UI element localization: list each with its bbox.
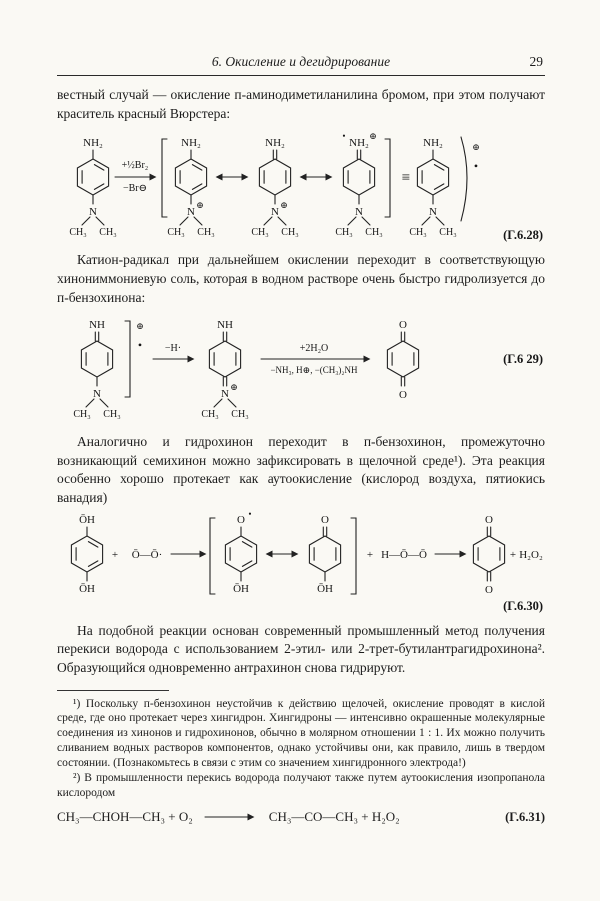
charge-symbol: ⊕ bbox=[136, 321, 144, 332]
benzoquinone-structure bbox=[473, 514, 504, 596]
radical-dot: • bbox=[248, 509, 252, 519]
charge-symbol: ⊕ bbox=[472, 142, 480, 153]
right-bracket bbox=[351, 518, 356, 594]
equation-label: (Г.6.28) bbox=[503, 228, 543, 243]
semiquinone-structure-2 bbox=[309, 514, 340, 595]
atom-label: N bbox=[221, 388, 229, 401]
atom-label: CH₃ bbox=[69, 227, 87, 239]
equation-label: (Г.6 29) bbox=[503, 352, 543, 367]
atom-label: CH₃ bbox=[231, 409, 249, 421]
superoxide-formula: Ō—Ō· bbox=[131, 548, 163, 561]
charge-symbol: ⊕ bbox=[280, 200, 288, 211]
plus-sign: + bbox=[509, 548, 517, 561]
atom-label: ŌH bbox=[233, 582, 249, 595]
radical-dot: • bbox=[137, 338, 143, 353]
atom-label: N bbox=[89, 206, 97, 219]
charge-symbol: ⊕ bbox=[230, 382, 238, 393]
atom-label: ŌH bbox=[79, 582, 95, 595]
equation-label: (Г.6.31) bbox=[505, 809, 545, 824]
reaction-scheme-g629 bbox=[57, 309, 545, 425]
resonance-structure-2 bbox=[251, 137, 298, 238]
chapter-heading: 6. Окисление и дегидрирование bbox=[211, 54, 391, 69]
atom-label: CH₃ bbox=[201, 409, 219, 421]
atom-label: O bbox=[399, 319, 407, 332]
atom-label: NH₂ bbox=[423, 137, 443, 150]
radical-dot: • bbox=[473, 159, 479, 174]
arrow-condition-bottom: −Br⊖ bbox=[122, 183, 148, 195]
atom-label: O bbox=[485, 583, 493, 596]
paragraph-1: вестный случай — окисление п-аминодиметиланилина бромом, при этом получают краситель красный Вюрстера: bbox=[57, 87, 545, 121]
atom-label: O bbox=[485, 513, 493, 526]
arrow-condition-bottom: −NH₃, H⊕, −(CH₃)₂NH bbox=[270, 365, 358, 376]
resonance-structure-3 bbox=[335, 131, 382, 238]
atom-label: NH bbox=[89, 319, 105, 332]
atom-label: N bbox=[93, 388, 101, 401]
right-bracket bbox=[385, 139, 390, 217]
atom-label: CH₃ bbox=[365, 227, 383, 239]
atom-label: NH₂ bbox=[265, 137, 285, 150]
atom-label: CH₃ bbox=[281, 227, 299, 239]
equation-g631 bbox=[57, 809, 545, 825]
page-number: 29 bbox=[529, 54, 543, 69]
equation-rhs: CH₃—CO—CH₃ + H₂O₂ bbox=[268, 809, 400, 825]
atom-label: NH₂ bbox=[349, 137, 369, 150]
atom-label: N bbox=[271, 206, 279, 219]
atom-label: CH₃ bbox=[73, 409, 91, 421]
left-bracket bbox=[210, 518, 215, 594]
atom-label: CH₃ bbox=[197, 227, 215, 239]
atom-label: CH₃ bbox=[439, 227, 457, 239]
radical-dot: • bbox=[342, 131, 346, 142]
atom-label: N bbox=[355, 206, 363, 219]
paragraph-2: Катион-радикал при дальнейшем окислении переходит в соответствующую хинониммониевую соль, которая в водном растворе очень быстро гидролизуется до п-бензохинона: bbox=[57, 252, 545, 305]
plus-sign: + bbox=[366, 548, 374, 561]
atom-label: O bbox=[237, 513, 245, 526]
quinoniminium-structure bbox=[201, 319, 248, 420]
equation-lhs: CH₃—CHOH—CH₃ + O₂ bbox=[57, 809, 193, 825]
aminodimethylaniline-structure bbox=[69, 137, 116, 238]
radical-cation-structure bbox=[409, 137, 456, 238]
plus-sign: + bbox=[111, 548, 119, 561]
benzoquinone-structure bbox=[387, 319, 418, 401]
semiquinone-structure-1 bbox=[225, 510, 256, 595]
arrow-condition-top: +½Br₂ bbox=[121, 160, 149, 172]
reaction-scheme-g628 bbox=[57, 125, 545, 243]
reaction-scheme-g630 bbox=[57, 510, 545, 614]
equivalence-symbol: ≡ bbox=[401, 170, 411, 187]
charge-symbol: ⊕ bbox=[369, 131, 377, 142]
arrow-condition-top: −H· bbox=[164, 343, 182, 355]
reaction-arrow bbox=[203, 811, 259, 823]
atom-label: CH₃ bbox=[251, 227, 269, 239]
atom-label: CH₃ bbox=[335, 227, 353, 239]
footnote-rule bbox=[57, 690, 169, 691]
atom-label: O bbox=[321, 513, 329, 526]
footnote-2: ²) В промышленности перекись водорода получают также путем аутоокисления изопропанола кислородом bbox=[57, 772, 545, 800]
atom-label: ŌH bbox=[317, 582, 333, 595]
radical-cation-quinoid-structure bbox=[73, 319, 120, 420]
atom-label: CH₃ bbox=[103, 409, 121, 421]
right-paren bbox=[461, 137, 467, 221]
page-header bbox=[57, 54, 545, 76]
atom-label: CH₃ bbox=[99, 227, 117, 239]
left-bracket bbox=[162, 139, 167, 217]
atom-label: NH₂ bbox=[181, 137, 201, 150]
atom-label: ŌH bbox=[79, 513, 95, 526]
atom-label: NH bbox=[217, 319, 233, 332]
atom-label: O bbox=[399, 389, 407, 402]
footnote-1: ¹) Поскольку п-бензохинон неустойчив к действию щелочей, окисление проводят в кислой среде, где оно протекает через хингидрон. Хингидроны — интенсивно окрашенные молекулярные соединения из хинонов и гидрохинонов, обычно в молярном отношении 1 : 1. Их можно получить сливанием водных растворов компонентов, однако устойчивы они, как правило, лишь в твердом состоянии. (Познакомьтесь в связи с этим со значением хингидронного электрода!) bbox=[57, 697, 545, 770]
right-bracket bbox=[125, 321, 130, 397]
equation-label: (Г.6.30) bbox=[503, 598, 543, 613]
paragraph-3: Аналогично и гидрохинон переходит в п-бензохинон, промежуточно возникающий семихинон можно зафиксировать в щелочной среде¹). Эта реакция особенно хорошо протекает как аутоокисление (кислород воздуха, пятиокись ванадия) bbox=[57, 434, 545, 505]
atom-label: N bbox=[429, 206, 437, 219]
paragraph-4: На подобной реакции основан современный промышленный метод получения перекиси водорода с использованием 2-этил- или 2-трет-бутилантрагидрохинона². Образующийся одновременно антрахинон снова гидрируют. bbox=[57, 622, 545, 675]
atom-label: CH₃ bbox=[167, 227, 185, 239]
arrow-condition-top: +2H₂O bbox=[299, 343, 329, 355]
atom-label: NH₂ bbox=[83, 137, 103, 150]
atom-label: CH₃ bbox=[409, 227, 427, 239]
atom-label: N bbox=[187, 206, 195, 219]
hydroquinone-structure bbox=[71, 514, 102, 595]
charge-symbol: ⊕ bbox=[196, 200, 204, 211]
hydroperoxide-formula: H—Ō—Ō bbox=[381, 548, 427, 561]
resonance-structure-1 bbox=[167, 137, 214, 238]
h2o2-formula: H₂O₂ bbox=[519, 548, 543, 561]
